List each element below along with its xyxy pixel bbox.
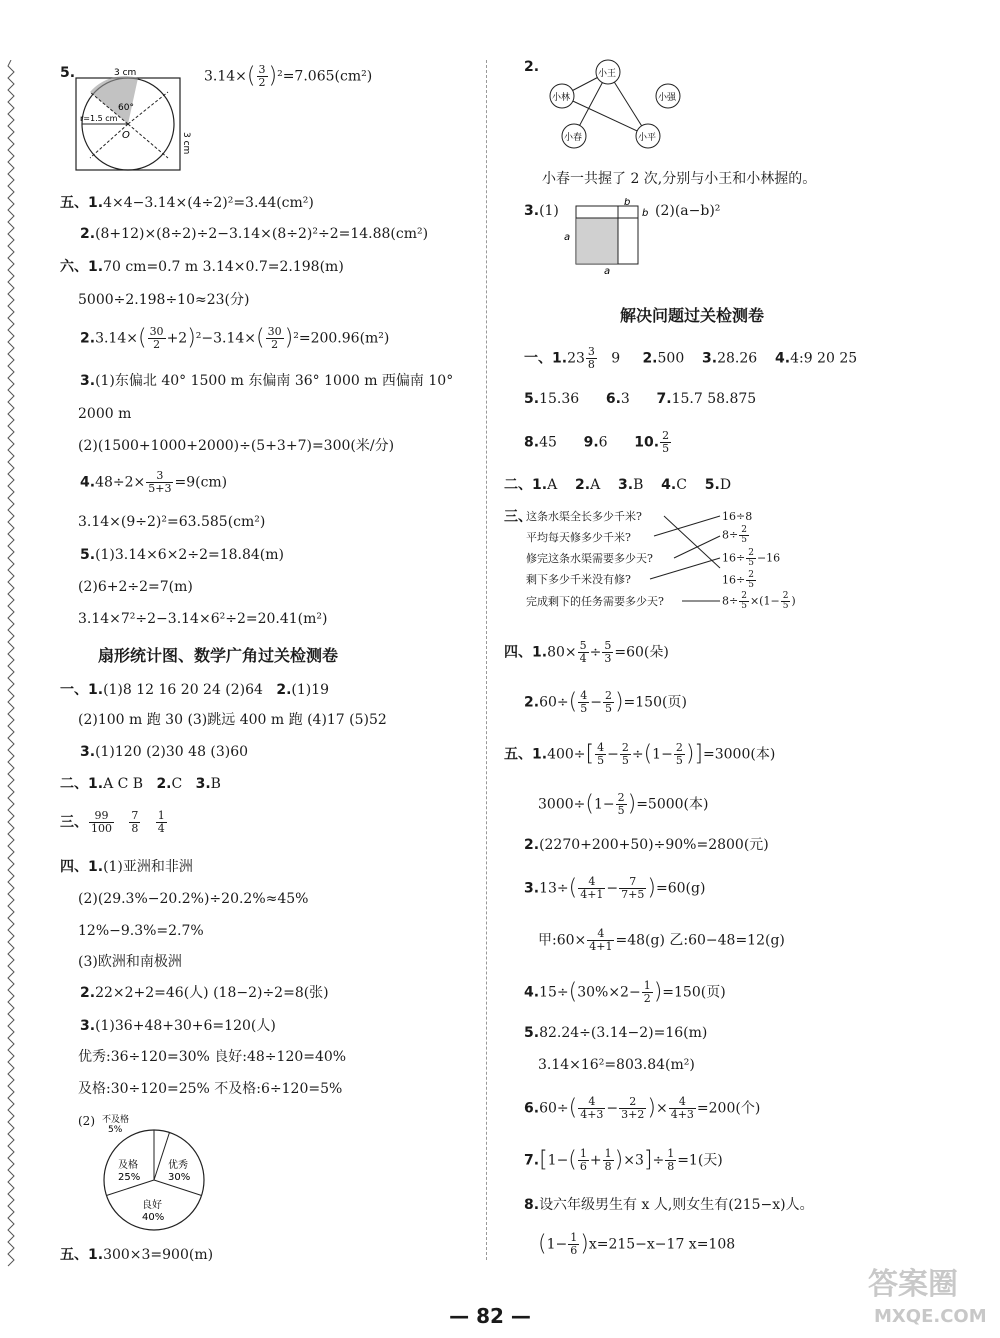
answer-line: 3.14×7²÷2−3.14×6²÷2=20.41(m²) <box>78 611 328 627</box>
answer-line: 2000 m <box>78 406 132 422</box>
node-label: 小强 <box>658 93 677 103</box>
answer-line: (2)(29.3%−20.2%)÷20.2%≈45% <box>78 891 309 907</box>
answer-line: 4.15÷(30%×2− $\frac{1}{2}$ )=150(页) <box>524 979 726 1005</box>
answer-line: (2)(1500+1000+2000)÷(5+3+7)=300(米/分) <box>78 438 395 454</box>
answer-line: 3.14×(9÷2)²=63.585(cm²) <box>78 514 266 530</box>
pie-percent: 5% <box>108 1125 123 1135</box>
answer-line: 2.3.14×( $\frac{30}{2}$ +2)²−3.14×( $\frac{30}{2}$ )²=200.96(m²) <box>80 325 390 351</box>
match-question: 平均每天修多少千米? <box>526 531 631 544</box>
pie-label: 及格 <box>118 1160 138 1171</box>
answer-line: (2)6+2÷2=7(m) <box>78 579 193 595</box>
label-a: a <box>604 266 611 274</box>
node-label: 小春 <box>564 133 583 143</box>
match-question: 剩下多少千米没有修? <box>526 573 631 586</box>
answer-line: 3.(1)东偏北 40° 1500 m 东偏南 36° 1000 m 西偏南 10° <box>80 373 454 389</box>
node-label: 小王 <box>598 69 617 79</box>
answer-line: (3)欧洲和南极洲 <box>78 954 182 970</box>
pie-label: 不及格 <box>102 1115 130 1125</box>
zigzag-border <box>6 60 16 1270</box>
label-b: b <box>624 198 631 208</box>
pie-percent: 40% <box>142 1212 165 1223</box>
answer-line: 5.(1)3.14×6×2÷2=18.84(m) <box>80 547 284 563</box>
answer-line: 三、 $\frac{99}{100}$ $\frac{7}{8}$ $\frac{1}{4}$ <box>60 809 165 835</box>
answer-line: 2.(8+12)×(8÷2)÷2−3.14×(8÷2)²÷2=14.88(cm²) <box>80 226 429 242</box>
match-answer: 16÷ $\frac{2}{5}$ <box>722 570 754 590</box>
label-center: O <box>122 130 130 141</box>
match-answer: 8÷ $\frac{2}{5}$ ×(1− $\frac{2}{5}$ ) <box>722 591 796 611</box>
answer-line: 二、1.A C B 2.C 3.B <box>60 776 221 792</box>
answer-line: 及格:30÷120=25% 不及格:6÷120=5% <box>78 1081 343 1097</box>
square-figure <box>560 198 650 274</box>
answer-line: 3.(1)36+48+30+6=120(人) <box>80 1018 276 1034</box>
answer-line: (2)100 m 跑 30 (3)跳远 400 m 跑 (4)17 (5)52 <box>78 712 387 728</box>
label-a: a <box>564 232 571 243</box>
answer-line: 6.60÷( $\frac{4}{4+3}$ − $\frac{2}{3+2}$ )× $\frac{4}{4+3}$ =200(个) <box>524 1095 761 1121</box>
answer-line: 3.14×( $\frac{3}{2}$ )²=7.065(cm²) <box>204 63 373 89</box>
watermark-logo <box>860 1258 990 1328</box>
answer-line: 五、1.300×3=900(m) <box>60 1247 214 1263</box>
answer-line: (2) <box>78 1114 95 1128</box>
answer-line: 一、1.23 $\frac{3}{8}$ 9 2.500 3.28.26 4.4:9 20 25 <box>524 345 858 371</box>
match-answer: 16÷ $\frac{2}{5}$ −16 <box>722 548 781 568</box>
answer-line: 优秀:36÷120=30% 良好:48÷120=40% <box>78 1049 347 1065</box>
answer-line: 4.48÷2× $\frac{3}{5+3}$ =9(cm) <box>80 469 228 495</box>
answer-line: 2. <box>524 59 540 75</box>
match-answer: 8÷ $\frac{2}{5}$ <box>722 525 747 545</box>
pie-percent: 25% <box>118 1172 141 1183</box>
match-answer: 16÷8 <box>722 510 753 523</box>
label-side-length: 3 cm <box>181 132 191 155</box>
answer-line: 7.[1−( $\frac{1}{6}$ + $\frac{1}{8}$ )×3]÷ $\frac{1}{8}$ =1(天) <box>524 1147 723 1173</box>
answer-line: 8.45 9.6 10. $\frac{2}{5}$ <box>524 429 670 455</box>
pie-percent: 30% <box>168 1172 191 1183</box>
circle-in-square-figure <box>72 66 202 176</box>
section-title: 解决问题过关检测卷 <box>620 306 765 325</box>
answer-line: 12%−9.3%=2.7% <box>78 923 204 939</box>
match-question: 完成剩下的任务需要多少天? <box>526 595 664 608</box>
answer-line: 5000÷2.198÷10≈23(分) <box>78 292 250 308</box>
column-divider <box>486 60 488 1260</box>
svg-text:答案圈: 答案圈 <box>868 1267 958 1302</box>
label-top-length: 3 cm <box>114 68 137 78</box>
answer-line: 四、1.80× $\frac{5}{4}$ ÷ $\frac{5}{3}$ =60(朵) <box>504 639 669 665</box>
answer-line: 3.13÷( $\frac{4}{4+1}$ − $\frac{7}{7+5}$ )=60(g) <box>524 875 706 901</box>
answer-line: 甲:60× $\frac{4}{4+1}$ =48(g) 乙:60−48=12(g) <box>538 927 785 953</box>
label-angle: 60° <box>118 103 134 113</box>
answer-line: 5.15.36 6.3 7.15.7 58.875 <box>524 391 757 407</box>
node-label: 小林 <box>552 93 571 103</box>
answer-line: 2.(2270+200+50)÷90%=2800(元) <box>524 837 769 853</box>
handshake-graph <box>540 58 700 154</box>
answer-line: 5.82.24÷(3.14−2)=16(m) <box>524 1025 708 1041</box>
answer-line: (1− $\frac{1}{6}$ )x=215−x−17 x=108 <box>538 1231 736 1257</box>
section-title: 扇形统计图、数学广角过关检测卷 <box>98 646 339 665</box>
page-number: — 82 — <box>449 1304 531 1328</box>
answer-line: 五、1.400÷[ $\frac{4}{5}$ − $\frac{2}{5}$ ÷(1− $\frac{2}{5}$ )]=3000(本) <box>504 741 776 767</box>
pie-label: 良好 <box>142 1200 162 1211</box>
answer-line: (2)(a−b)² <box>655 203 721 219</box>
answer-line: 五、1.4×4−3.14×(4÷2)²=3.44(cm²) <box>60 195 314 211</box>
label-b: b <box>642 208 649 219</box>
match-question: 这条水渠全长多少千米? <box>526 510 642 523</box>
node-label: 小平 <box>638 133 657 143</box>
answer-line: 5. <box>60 65 76 81</box>
answer-line: 二、1.A 2.A 3.B 4.C 5.D <box>504 477 732 493</box>
answer-line: 四、1.(1)亚洲和非洲 <box>60 859 193 875</box>
answer-line: 一、1.(1)8 12 16 20 24 (2)64 2.(1)19 <box>60 682 330 698</box>
answer-line: 3.(1) <box>524 203 559 219</box>
answer-line: 3000÷(1− $\frac{2}{5}$ )=5000(本) <box>538 791 709 817</box>
svg-text:MXQE.COM: MXQE.COM <box>874 1306 987 1327</box>
pie-chart <box>96 1114 216 1234</box>
answer-line: 小春一共握了 2 次,分别与小王和小林握的。 <box>542 171 817 187</box>
answer-line: 三、 <box>504 509 532 525</box>
answer-line: 8.设六年级男生有 x 人,则女生有(215−x)人。 <box>524 1197 814 1213</box>
pie-label: 优秀 <box>168 1160 188 1171</box>
answer-line: 六、1.70 cm=0.7 m 3.14×0.7=2.198(m) <box>60 259 344 275</box>
answer-line: 2.60÷( $\frac{4}{5}$ − $\frac{2}{5}$ )=150(页) <box>524 689 687 715</box>
answer-line: 3.(1)120 (2)30 48 (3)60 <box>80 744 249 760</box>
match-question: 修完这条水渠需要多少天? <box>526 552 653 565</box>
answer-line: 2.22×2+2=46(人) (18−2)÷2=8(张) <box>80 985 329 1001</box>
label-radius: r=1.5 cm <box>80 114 118 123</box>
answer-line: 3.14×16²=803.84(m²) <box>538 1057 695 1073</box>
